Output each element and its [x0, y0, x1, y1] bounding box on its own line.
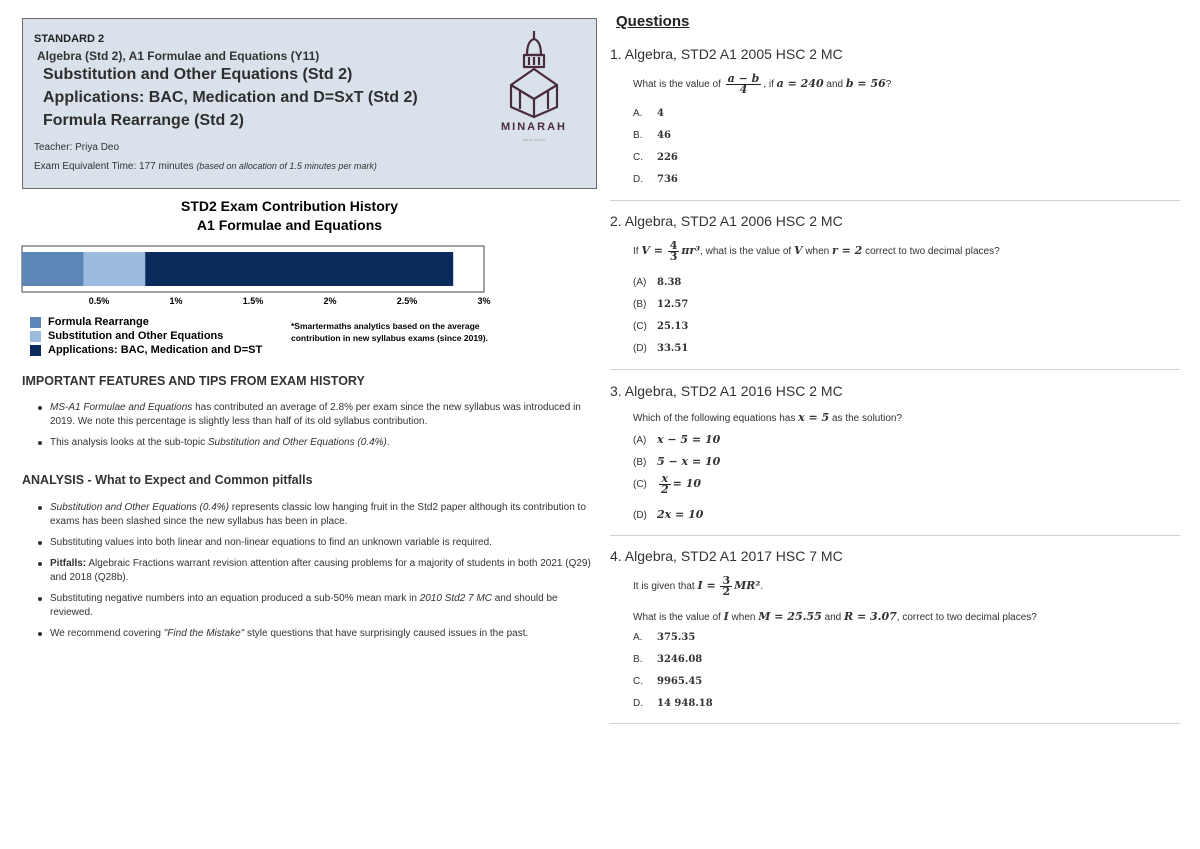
- question-1-stem: What is the value of $\frac{a - b}{4}$ , if a = 240 and b = 56?: [633, 72, 892, 96]
- questions-heading: Questions: [616, 13, 690, 30]
- list-item: Substitution and Other Equations (0.4%) represents classic low hanging fruit in the Std2 paper although its contribution to exams has been slashed since the new syllabus has been in place.: [38, 501, 598, 529]
- divider: [610, 535, 1180, 536]
- question-4-option-c[interactable]: C. 9965.45: [633, 676, 703, 687]
- legend-swatch: [30, 317, 41, 328]
- exam-time-label: Exam Equivalent Time:: [34, 161, 137, 172]
- legend-item: [30, 343, 262, 357]
- exam-time-note: (based on allocation of 1.5 minutes per mark): [196, 161, 377, 171]
- question-4-option-d[interactable]: D. 14 948.18: [633, 698, 713, 709]
- chart-subtitle: A1 Formulae and Equations: [196, 217, 383, 233]
- question-1-option-c[interactable]: C. 226: [633, 152, 678, 163]
- bar-segment-2: [84, 252, 146, 286]
- standard-label: STANDARD 2: [34, 33, 105, 45]
- features-list: [38, 401, 598, 457]
- analysis-heading: ANALYSIS - What to Expect and Common pitfalls: [22, 473, 313, 487]
- legend-swatch: [30, 331, 41, 342]
- teacher-name: Priya Deo: [75, 142, 120, 153]
- question-4-stem-1: It is given that I = $\frac{3}{2}$ MR².: [633, 574, 764, 598]
- question-2-stem: If V = $\frac{4}{3}$ πr³, what is the value of V when r = 2 correct to two decimal places?: [633, 239, 1000, 263]
- chart-title: STD2 Exam Contribution History: [180, 198, 399, 214]
- exam-time-line: [34, 161, 377, 172]
- legend-item: [30, 315, 262, 329]
- subtopic-applications: Applications: BAC, Medication and D=SxT (Std 2): [43, 89, 418, 106]
- x-tick-label: 3%: [477, 296, 491, 306]
- legend-swatch: [30, 345, 41, 356]
- question-1-title: 1. Algebra, STD2 A1 2005 HSC 2 MC: [610, 46, 843, 62]
- question-1-option-d[interactable]: D. 736: [633, 174, 678, 185]
- teacher-line: [34, 142, 119, 153]
- tower-icon: [491, 29, 577, 121]
- question-2-option-d[interactable]: (D) 33.51: [633, 343, 689, 354]
- x-tick-label: 1.5%: [242, 296, 264, 306]
- header-panel: [22, 18, 597, 189]
- exam-time-value: 177 minutes: [139, 161, 194, 172]
- x-tick-label: 0.5%: [88, 296, 110, 306]
- subtopic-substitution: Substitution and Other Equations (Std 2): [43, 66, 353, 83]
- list-item: Substituting negative numbers into an equation produced a sub-50% mean mark in 2010 Std2 7 MC and should be reviewed.: [38, 592, 598, 620]
- teacher-label: Teacher:: [34, 142, 73, 153]
- question-4-stem-2: What is the value of I when M = 25.55 and R = 3.07, correct to two decimal places?: [633, 610, 1037, 623]
- question-2-title: 2. Algebra, STD2 A1 2006 HSC 2 MC: [610, 213, 843, 229]
- legend-label: Applications: BAC, Medication and D=ST: [48, 344, 263, 356]
- list-item: We recommend covering "Find the Mistake" style questions that have surprisingly caused issues in the past.: [38, 627, 598, 641]
- divider: [610, 723, 1180, 724]
- logo-wordmark: MINARAH: [501, 121, 567, 133]
- x-tick-label: 2.5%: [396, 296, 418, 306]
- question-2-option-c[interactable]: (C) 25.13: [633, 321, 689, 332]
- question-4-option-b[interactable]: B. 3246.08: [633, 654, 703, 665]
- list-item: Pitfalls: Algebraic Fractions warrant revision attention after causing problems for a majority of students in both 2021 (Q29) and 2018 (Q28b).: [38, 557, 598, 585]
- legend-label: Substitution and Other Equations: [48, 330, 224, 342]
- bar-segment-1: [22, 252, 84, 286]
- minarah-logo: [491, 29, 577, 151]
- question-3-title: 3. Algebra, STD2 A1 2016 HSC 2 MC: [610, 383, 843, 399]
- question-3-stem: Which of the following equations has x = 5 as the solution?: [633, 411, 903, 424]
- divider: [610, 200, 1180, 201]
- question-3-option-c[interactable]: (C) $\frac{x}{2}$ = 10: [633, 472, 702, 496]
- question-3-option-d[interactable]: (D) 2x = 10: [633, 508, 704, 521]
- topic-label: Algebra (Std 2), A1 Formulae and Equations (Y11): [37, 49, 320, 63]
- question-2-option-a[interactable]: (A) 8.38: [633, 277, 682, 288]
- chart-note: *Smartermaths analytics based on the average contribution in new syllabus exams (since 2019).: [291, 321, 488, 343]
- list-item: This analysis looks at the sub-topic Substitution and Other Equations (0.4%).: [38, 436, 598, 450]
- legend-label: Formula Rearrange: [48, 316, 149, 328]
- legend-item: [30, 329, 262, 343]
- question-1-option-a[interactable]: A. 4: [633, 108, 664, 119]
- logo-tagline: MATHS TUITION: [522, 138, 546, 142]
- fraction: $\frac{x}{2}$: [661, 472, 669, 496]
- question-3-option-b[interactable]: (B) 5 − x = 10: [633, 455, 721, 468]
- question-4-option-a[interactable]: A. 375.35: [633, 632, 696, 643]
- fraction: $\frac{3}{2}$: [722, 574, 731, 598]
- fraction: $\frac{a - b}{4}$: [727, 72, 760, 96]
- list-item: Substituting values into both linear and non-linear equations to find an unknown variable is required.: [38, 536, 598, 550]
- question-4-title: 4. Algebra, STD2 A1 2017 HSC 7 MC: [610, 548, 843, 564]
- contribution-chart: [18, 240, 498, 310]
- subtopic-formula-rearrange: Formula Rearrange (Std 2): [43, 112, 244, 129]
- x-tick-label: 1%: [169, 296, 183, 306]
- features-heading: IMPORTANT FEATURES AND TIPS FROM EXAM HISTORY: [22, 374, 365, 388]
- question-1-option-b[interactable]: B. 46: [633, 130, 671, 141]
- list-item: MS-A1 Formulae and Equations has contributed an average of 2.8% per exam since the new syllabus was introduced in 2019. We note this percentage is slightly less than half of its old syllabus contribution.: [38, 401, 598, 429]
- chart-legend: [30, 315, 262, 357]
- fraction: $\frac{4}{3}$: [669, 239, 678, 263]
- question-2-option-b[interactable]: (B) 12.57: [633, 299, 689, 310]
- analysis-list: [38, 501, 598, 648]
- x-tick-label: 2%: [323, 296, 337, 306]
- question-3-option-a[interactable]: (A) x − 5 = 10: [633, 433, 721, 446]
- divider: [610, 369, 1180, 370]
- bar-segment-3: [145, 252, 453, 286]
